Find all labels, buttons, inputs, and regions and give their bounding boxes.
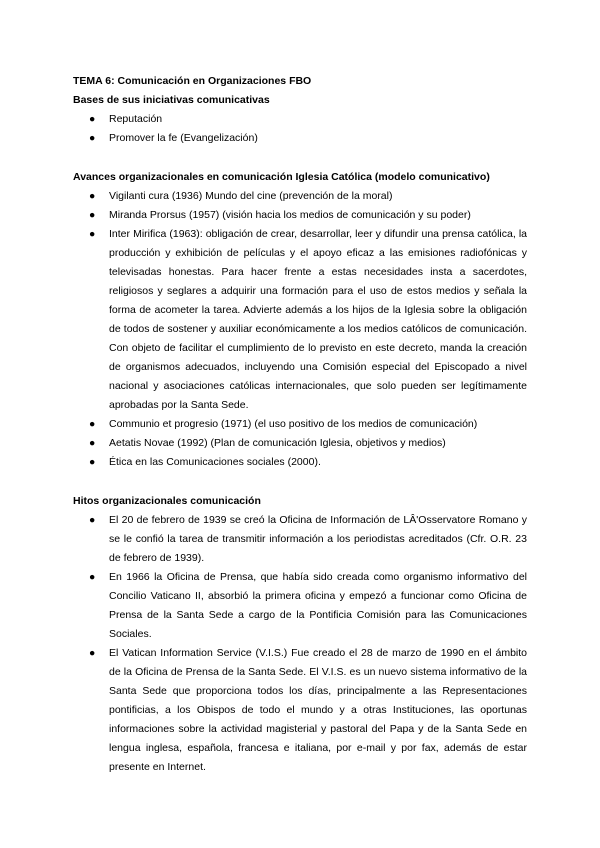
list-item [73, 225, 527, 415]
bullet-icon: ● [89, 418, 96, 430]
spacer [73, 148, 527, 168]
list-item [73, 110, 527, 129]
bullet-icon: ● [89, 113, 96, 125]
list-item [73, 434, 527, 453]
list-item [73, 644, 527, 777]
bases-list [73, 110, 527, 148]
list-item [73, 453, 527, 472]
list-item-text: El 20 de febrero de 1939 se creó la Oficina de Información de LÂ'Osservatore Romano y se le confió la tarea de transmitir información a los periodistas acreditados (Cfr. O.R. 23 de febrero de 1939). [109, 514, 527, 564]
list-item [73, 206, 527, 225]
document-title: TEMA 6: Comunicación en Organizaciones FBO [73, 75, 312, 87]
bullet-icon: ● [89, 437, 96, 449]
section-heading-avances: Avances organizacionales en comunicación Iglesia Católica (modelo comunicativo) [73, 171, 490, 183]
bullet-icon: ● [89, 647, 96, 659]
bullet-icon: ● [89, 190, 96, 202]
section-heading-hitos: Hitos organizacionales comunicación [73, 495, 261, 507]
bullet-icon: ● [89, 514, 96, 526]
bullet-icon: ● [89, 132, 96, 144]
bullet-icon: ● [89, 456, 96, 468]
list-item-text: El Vatican Information Service (V.I.S.) Fue creado el 28 de marzo de 1990 en el ámbito de la Oficina de Prensa de la Santa Sede. El V.I.S. es un nuevo sistema informativo de la Santa Sede que proporciona todos los días, principalmente a las Representaciones pontificias, a los Obispos de todo el mundo y a otras Instituciones, las oportunas informaciones sobre la actividad magisterial y pastoral del Papa y de la Santa Sede en lengua inglesa, española, francesa e italiana, por e-mail y por fax, además de estar presente en Internet. [109, 647, 527, 773]
list-item [73, 187, 527, 206]
bullet-icon: ● [89, 209, 96, 221]
list-item-text: Aetatis Novae (1992) (Plan de comunicación Iglesia, objetivos y medios) [109, 437, 446, 449]
list-item-text: Miranda Prorsus (1957) (visión hacia los medios de comunicación y su poder) [109, 209, 471, 221]
list-item [73, 511, 527, 568]
list-item-text: Vigilanti cura (1936) Mundo del cine (prevención de la moral) [109, 190, 393, 202]
bullet-icon: ● [89, 571, 96, 583]
document-body [73, 72, 527, 777]
list-item [73, 129, 527, 148]
list-item-text: Promover la fe (Evangelización) [109, 132, 258, 144]
section-heading-bases: Bases de sus iniciativas comunicativas [73, 94, 270, 106]
list-item-text: Reputación [109, 113, 163, 125]
list-item-text: En 1966 la Oficina de Prensa, que había sido creada como organismo informativo del Concilio Vaticano II, absorbió la primera oficina y empezó a funcionar como Oficina de Prensa de la Santa Sede a cargo de la Pontificia Comisión para las Comunicaciones Sociales. [109, 571, 527, 640]
spacer [73, 472, 527, 492]
list-item-text: Inter Mirifica (1963): obligación de crear, desarrollar, leer y difundir una prensa católica, la producción y exhibición de películas y el apoyo eficaz a las emisiones radiofónicas y televisadas honestas. Para hacer frente a estas necesidades insta a sacerdotes, religiosos y seglares a adquirir una formación para el uso de estos medios y señala la forma de acometer la tarea. Advierte además a los hijos de la Iglesia sobre la obligación de todos de sostener y auxiliar económicamente a los medios católicos de comunicación. Con objeto de facilitar el cumplimiento de lo previsto en este decreto, manda la creación de organismos adecuados, incluyendo una Comisión especial del Episcopado a nivel nacional y asociaciones católicas internacionales, que solo pueden ser legítimamente aprobadas por la Santa Sede. [109, 228, 527, 411]
hitos-list [73, 511, 527, 777]
bullet-icon: ● [89, 228, 96, 240]
list-item-text: Ética en las Comunicaciones sociales (2000). [109, 456, 321, 468]
avances-list [73, 187, 527, 472]
list-item [73, 568, 527, 644]
list-item-text: Communio et progresio (1971) (el uso positivo de los medios de comunicación) [109, 418, 478, 430]
list-item [73, 415, 527, 434]
